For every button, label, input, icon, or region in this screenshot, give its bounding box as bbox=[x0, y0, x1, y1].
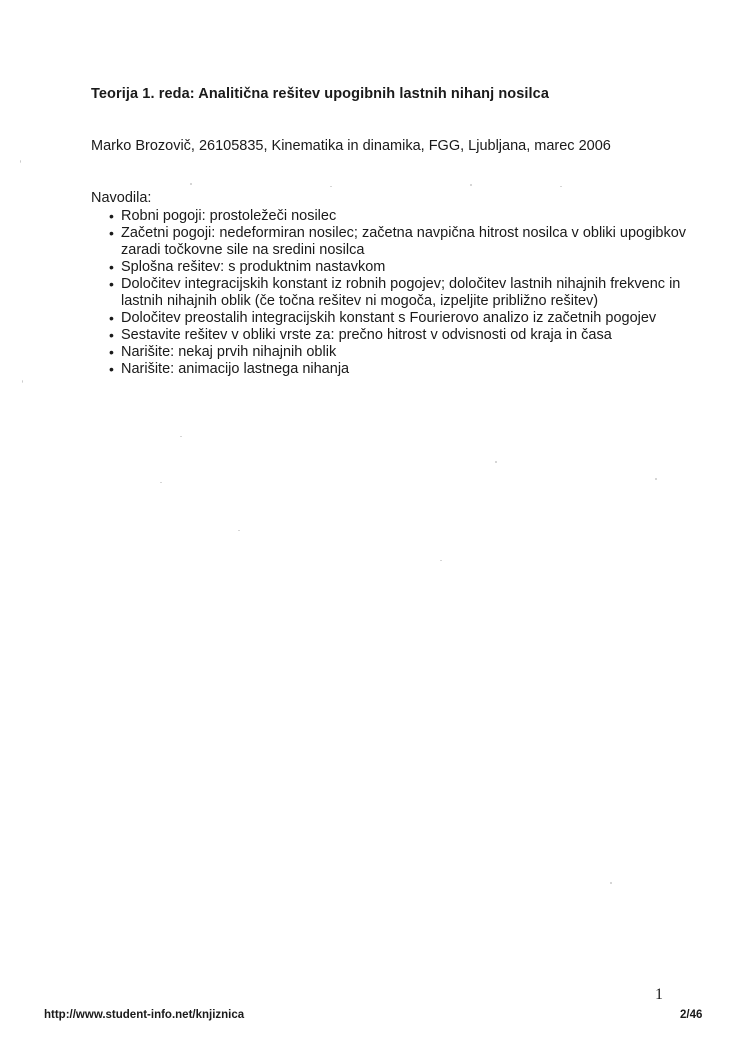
list-item-text: Določitev integracijskih konstant iz robnih pogojev; določitev lastnih nihajnih frekvenc in lastnih nihajnih oblik (če točna rešitev ni mogoča, izpeljite približno rešitev) bbox=[121, 276, 681, 309]
scan-speck bbox=[330, 186, 332, 187]
list-item-text: Sestavite rešitev v obliki vrste za: prečno hitrost v odvisnosti od kraja in časa bbox=[121, 327, 612, 343]
list-item bbox=[91, 208, 691, 225]
scan-speck bbox=[160, 482, 162, 483]
author-line: Marko Brozovič, 26105835, Kinematika in dinamika, FGG, Ljubljana, marec 2006 bbox=[91, 138, 611, 154]
scan-speck bbox=[180, 436, 182, 437]
list-item-text: Narišite: nekaj prvih nihajnih oblik bbox=[121, 344, 337, 360]
footer-page-count: 2/46 bbox=[680, 1009, 703, 1021]
list-item-text: Narišite: animacijo lastnega nihanja bbox=[121, 361, 350, 377]
list-item bbox=[91, 310, 691, 327]
scan-speck bbox=[495, 461, 497, 463]
bullet-icon: • bbox=[109, 344, 114, 360]
scan-speck bbox=[560, 186, 562, 187]
scan-speck bbox=[238, 530, 240, 531]
list-item bbox=[91, 259, 691, 276]
bullet-icon: • bbox=[109, 259, 114, 275]
list-item-text: Določitev preostalih integracijskih konstant s Fourierovo analizo iz začetnih pogojev bbox=[121, 310, 657, 326]
instructions-heading: Navodila: bbox=[91, 190, 152, 206]
bullet-icon: • bbox=[109, 225, 114, 241]
footer-url: http://www.student-info.net/knjiznica bbox=[44, 1009, 245, 1021]
bullet-icon: • bbox=[109, 276, 114, 292]
bullet-icon: • bbox=[109, 327, 114, 343]
list-item-text: Splošna rešitev: s produktnim nastavkom bbox=[121, 259, 386, 275]
list-item bbox=[91, 327, 691, 344]
scan-speck bbox=[470, 184, 472, 186]
page-number: 1 bbox=[655, 986, 663, 1003]
document-title: Teorija 1. reda: Analitična rešitev upogibnih lastnih nihanj nosilca bbox=[91, 86, 549, 102]
scan-speck bbox=[22, 380, 23, 383]
scan-speck bbox=[440, 560, 442, 561]
instructions-list bbox=[91, 208, 691, 378]
list-item-text: Začetni pogoji: nedeformiran nosilec; začetna navpična hitrost nosilca v obliki upogibkov zaradi točkovne sile na sredini nosilca bbox=[121, 225, 687, 258]
bullet-icon: • bbox=[109, 208, 114, 224]
list-item-text: Robni pogoji: prostoležeči nosilec bbox=[121, 208, 337, 224]
scan-speck bbox=[610, 882, 612, 884]
scan-speck bbox=[20, 160, 21, 163]
bullet-icon: • bbox=[109, 361, 114, 377]
list-item bbox=[91, 225, 691, 259]
list-item bbox=[91, 361, 691, 378]
instructions-section bbox=[91, 190, 691, 378]
scan-speck bbox=[190, 183, 192, 185]
list-item bbox=[91, 344, 691, 361]
list-item bbox=[91, 276, 691, 310]
scan-speck bbox=[655, 478, 657, 480]
bullet-icon: • bbox=[109, 310, 114, 326]
